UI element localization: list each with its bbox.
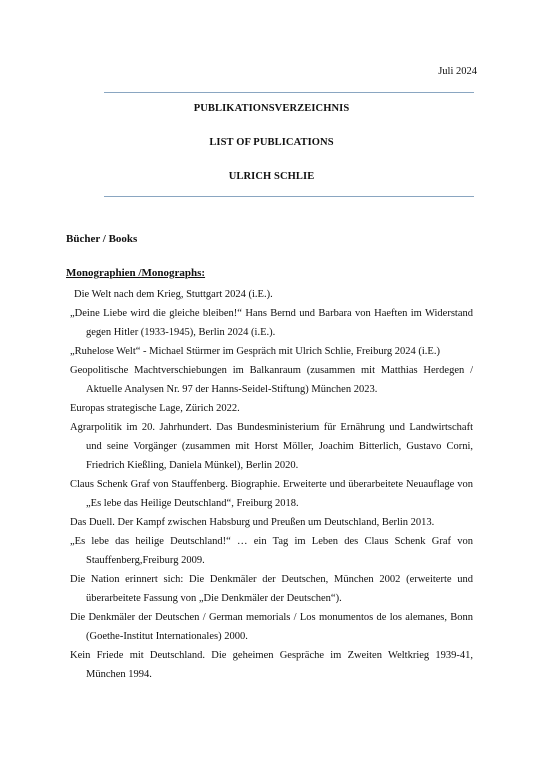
title-german: PUBLIKATIONSVERZEICHNIS <box>193 103 350 114</box>
publication-entry: Das Duell. Der Kampf zwischen Habsburg und Preußen um Deutschland, Berlin 2013. <box>70 517 435 528</box>
subsection-heading: Monographien /Monographs: <box>66 267 206 279</box>
section-heading: Bücher / Books <box>66 233 138 245</box>
author-name: ULRICH SCHLIE <box>228 171 315 182</box>
bottom-divider <box>104 196 474 197</box>
publication-entry: Geopolitische Machtverschiebungen im Balkanraum (zusammen mit Matthias Herdegen / Aktuelle Analysen Nr. 97 der Hanns-Seidel-Stiftung) München 2023. <box>70 365 473 395</box>
title-english: LIST OF PUBLICATIONS <box>209 137 334 148</box>
publication-list <box>70 285 473 684</box>
publication-entry: Die Denkmäler der Deutschen / German memorials / Los monumentos de los alemanes, Bonn (Goethe-Institut Internationales) 2000. <box>70 612 473 642</box>
publication-entry: Kein Friede mit Deutschland. Die geheimen Gespräche im Zweiten Weltkrieg 1939-41, München 1994. <box>70 650 473 680</box>
publication-entry: „Ruhelose Welt“ - Michael Stürmer im Gespräch mit Ulrich Schlie, Freiburg 2024 (i.E.) <box>70 346 440 357</box>
publication-entry: Claus Schenk Graf von Stauffenberg. Biographie. Erweiterte und überarbeitete Neuauflage von „Es lebe das Heilige Deutschland“, Freiburg 2018. <box>70 479 473 509</box>
publication-entry: Agrarpolitik im 20. Jahrhundert. Das Bundesministerium für Ernährung und Landwirtschaft und seine Vorgänger (zusammen mit Horst Möller, Joachim Bitterlich, Gustavo Corni, Friedrich Kießling, Daniela Münkel), Berlin 2020. <box>70 422 473 471</box>
publication-entry: „Deine Liebe wird die gleiche bleiben!“ Hans Bernd und Barbara von Haeften im Widerstand gegen Hitler (1933-1945), Berlin 2024 (i.E.). <box>70 308 473 338</box>
publication-entry: Die Nation erinnert sich: Die Denkmäler der Deutschen, München 2002 (erweiterte und überarbeitete Fassung von „Die Denkmäler der Deutschen“). <box>70 574 473 604</box>
publication-entry: Die Welt nach dem Krieg, Stuttgart 2024 (i.E.). <box>74 289 273 300</box>
document-date: Juli 2024 <box>438 66 477 77</box>
top-divider <box>104 92 474 93</box>
publication-entry: „Es lebe das heilige Deutschland!“ … ein Tag im Leben des Claus Schenk Graf von Stauffenberg,Freiburg 2009. <box>70 536 473 566</box>
publication-entry: Europas strategische Lage, Zürich 2022. <box>70 403 240 414</box>
